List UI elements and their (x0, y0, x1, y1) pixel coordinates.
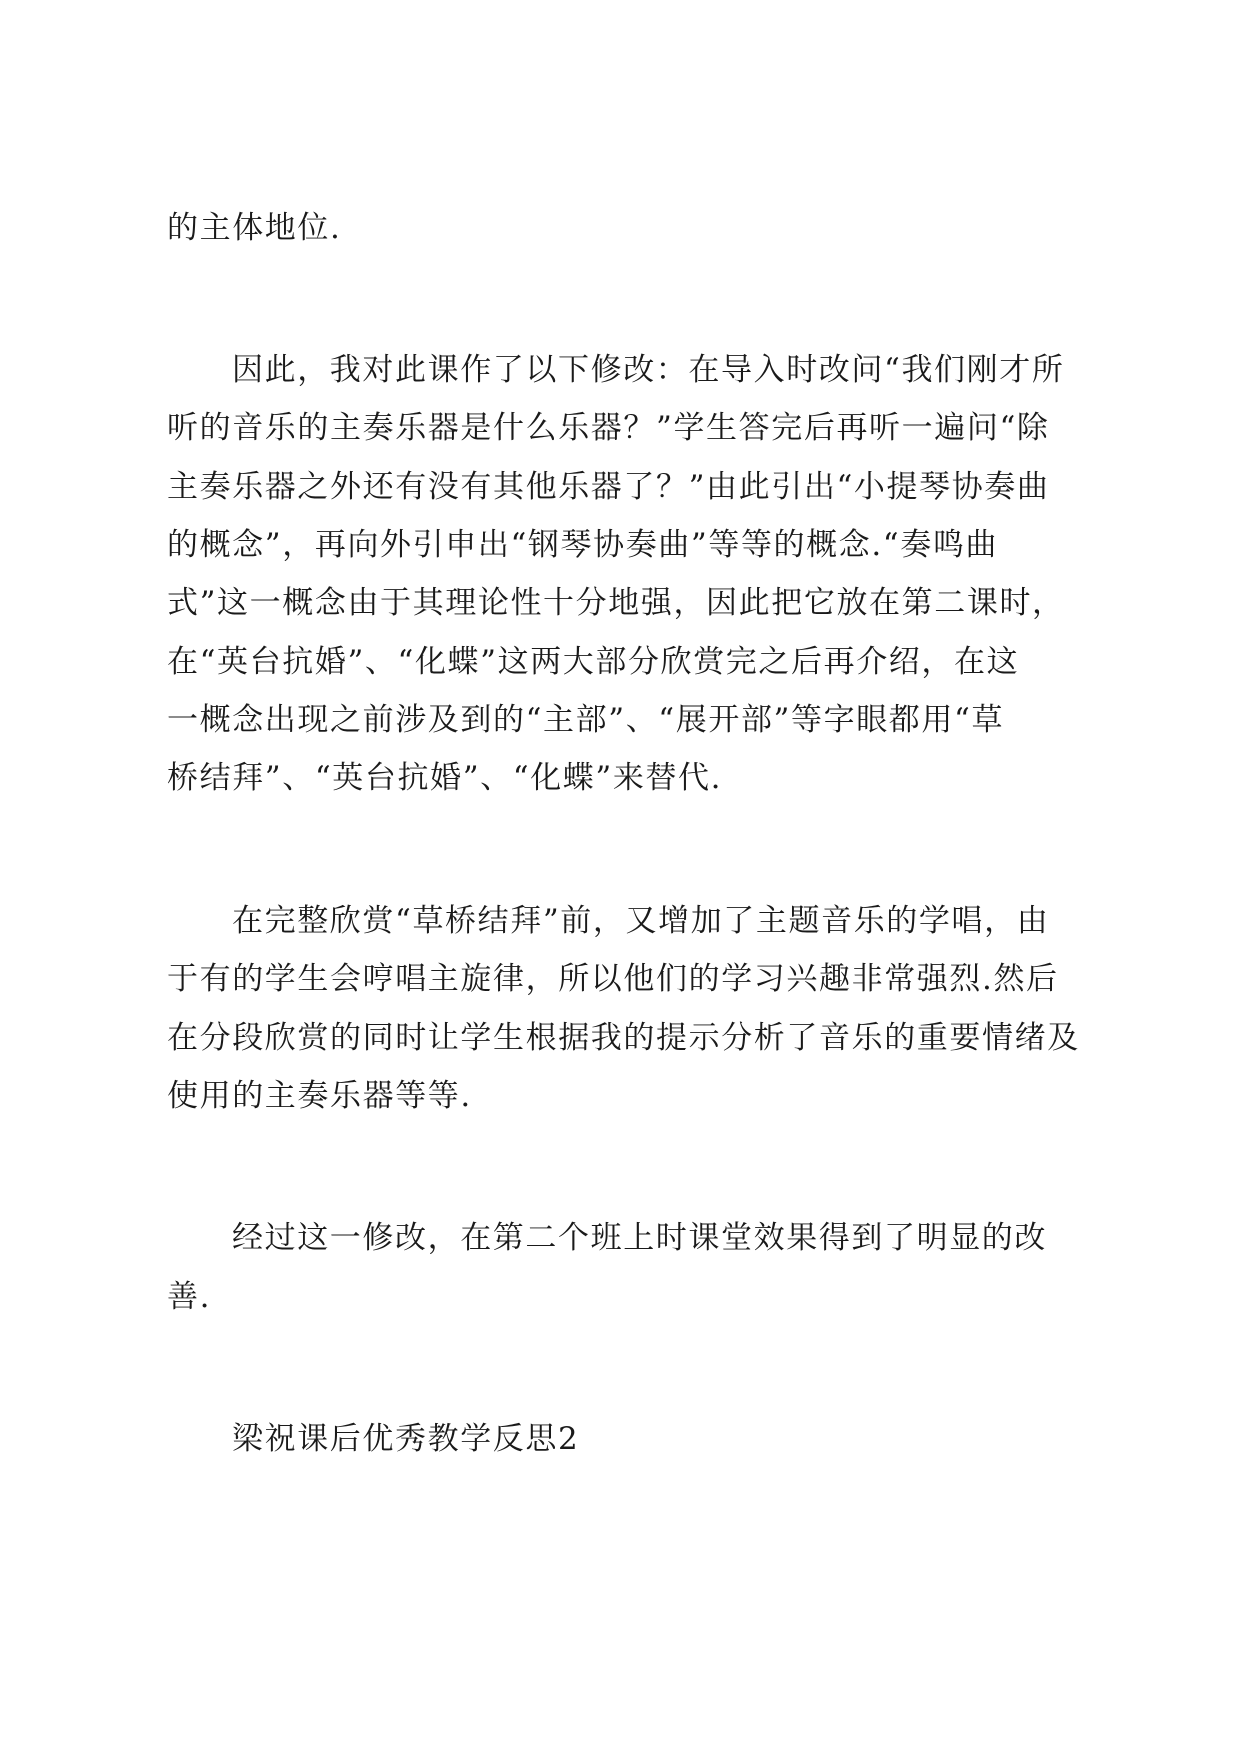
paragraph-3-line-3: 在分段欣赏的同时让学生根据我的提示分析了音乐的重要情绪及 (167, 1020, 1080, 1056)
paragraph-2-line-1: 因此，我对此课作了以下修改：在导入时改问“我们刚才所 (232, 352, 1065, 388)
paragraph-3-line-1: 在完整欣赏“草桥结拜”前，又增加了主题音乐的学唱，由 (232, 903, 1050, 939)
paragraph-3-line-2: 于有的学生会哼唱主旋律，所以他们的学习兴趣非常强烈.然后 (167, 961, 1059, 997)
paragraph-2-line-6: 在“英台抗婚”、“化蝶”这两大部分欣赏完之后再介绍，在这 (167, 644, 1020, 680)
paragraph-2-line-7: 一概念出现之前涉及到的“主部”、“展开部”等字眼都用“草 (167, 702, 1005, 738)
paragraph-1-line-1: 的主体地位. (167, 210, 342, 246)
paragraph-4-line-1: 经过这一修改，在第二个班上时课堂效果得到了明显的改 (232, 1220, 1047, 1256)
paragraph-2-line-8: 桥结拜”、“英台抗婚”、“化蝶”来替代. (167, 760, 723, 796)
paragraph-2-line-2: 听的音乐的主奏乐器是什么乐器？”学生答完后再听一遍问“除 (167, 410, 1050, 446)
paragraph-3-line-4: 使用的主奏乐器等等. (167, 1078, 472, 1114)
paragraph-2-line-3: 主奏乐器之外还有没有其他乐器了？”由此引出“小提琴协奏曲 (167, 469, 1050, 505)
paragraph-4-line-2: 善. (167, 1279, 212, 1315)
paragraph-2-line-5: 式”这一概念由于其理论性十分地强，因此把它放在第二课时， (167, 585, 1065, 621)
section-heading: 梁祝课后优秀教学反思2 (232, 1421, 580, 1457)
paragraph-2-line-4: 的概念”，再向外引申出“钢琴协奏曲”等等的概念.“奏鸣曲 (167, 527, 999, 563)
